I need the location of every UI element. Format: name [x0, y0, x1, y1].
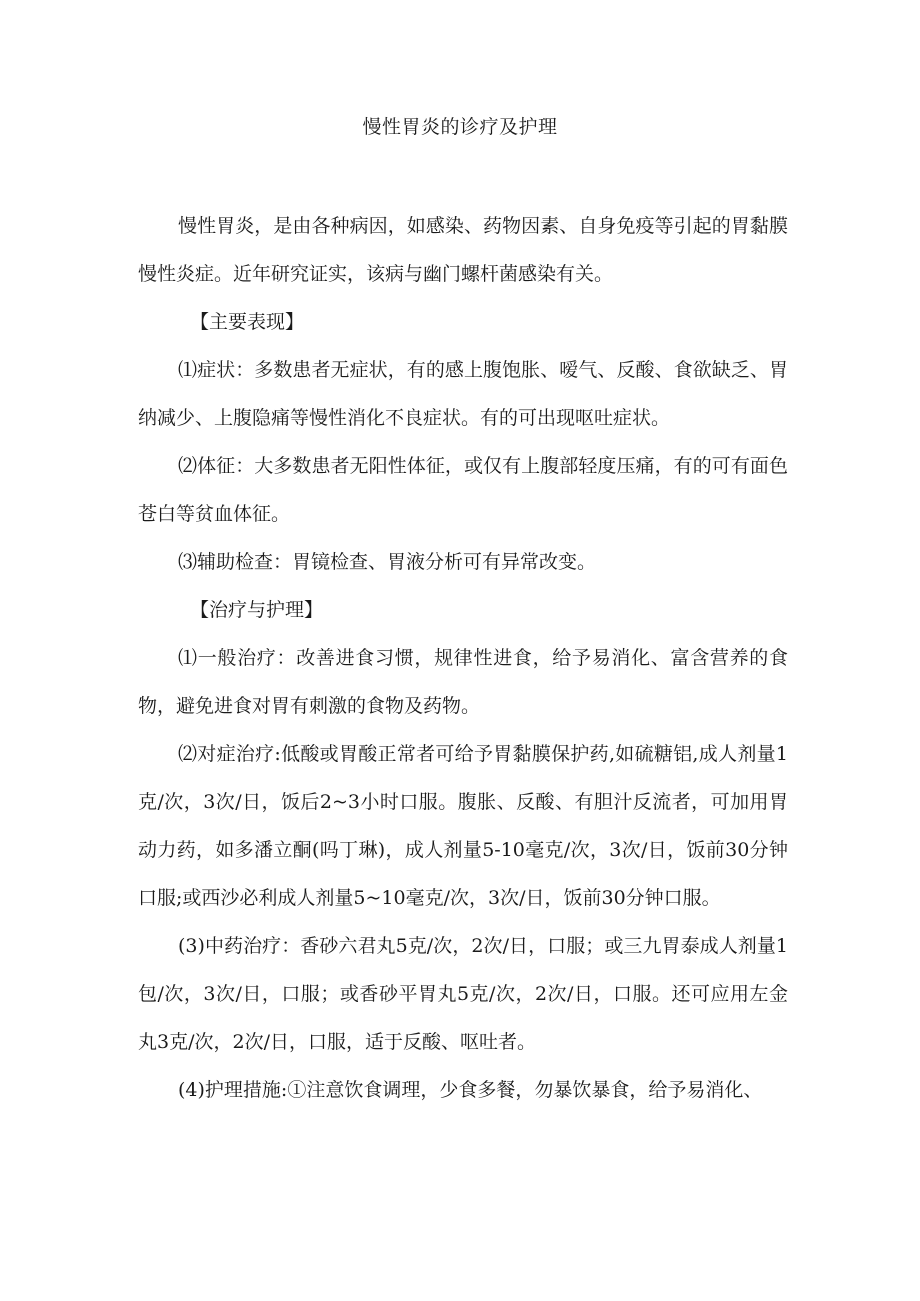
section-heading-main-symptoms: 【主要表现】 [190, 311, 305, 333]
general-treatment-paragraph: ⑴一般治疗：改善进食习惯，规律性进食，给予易消化、富含营养的食物，避免进食对胃有刺激的食物及药物。 [138, 647, 788, 717]
physical-sign-paragraph: ⑵体征：大多数患者无阳性体征，或仅有上腹部轻度压痛，有的可有面色苍白等贫血体征。 [138, 455, 788, 525]
section-heading-treatment: 【治疗与护理】 [190, 599, 324, 621]
intro-paragraph: 慢性胃炎，是由各种病因，如感染、药物因素、自身免疫等引起的胃黏膜慢性炎症。近年研究证实，该病与幽门螺杆菌感染有关。 [138, 215, 788, 285]
auxiliary-exam-paragraph: ⑶辅助检查：胃镜检查、胃液分析可有异常改变。 [178, 551, 597, 573]
document-body [138, 202, 788, 1114]
tcm-treatment-paragraph: (3)中药治疗：香砂六君丸5克/次，2次/日，口服；或三九胃泰成人剂量1包/次，3次/日，口服；或香砂平胃丸5克/次，2次/日，口服。还可应用左金丸3克/次，2次/日，口服，适于反酸、呕吐者。 [138, 935, 788, 1053]
symptomatic-treatment-paragraph: ⑵对症治疗:低酸或胃酸正常者可给予胃黏膜保护药,如硫糖铝,成人剂量1克/次，3次/日，饭后2~3小时口服。腹胀、反酸、有胆汁反流者，可加用胃动力药，如多潘立酮(吗丁琳)，成人剂量5-10毫克/次，3次/日，饭前30分钟口服;或西沙必利成人剂量5~10毫克/次，3次/日，饭前30分钟口服。 [138, 743, 788, 909]
document-title: 慢性胃炎的诊疗及护理 [362, 116, 558, 138]
symptom-paragraph: ⑴症状：多数患者无症状，有的感上腹饱胀、嗳气、反酸、食欲缺乏、胃纳减少、上腹隐痛等慢性消化不良症状。有的可出现呕吐症状。 [138, 359, 788, 429]
nursing-measures-paragraph: (4)护理措施:①注意饮食调理，少食多餐，勿暴饮暴食，给予易消化、 [178, 1079, 763, 1101]
